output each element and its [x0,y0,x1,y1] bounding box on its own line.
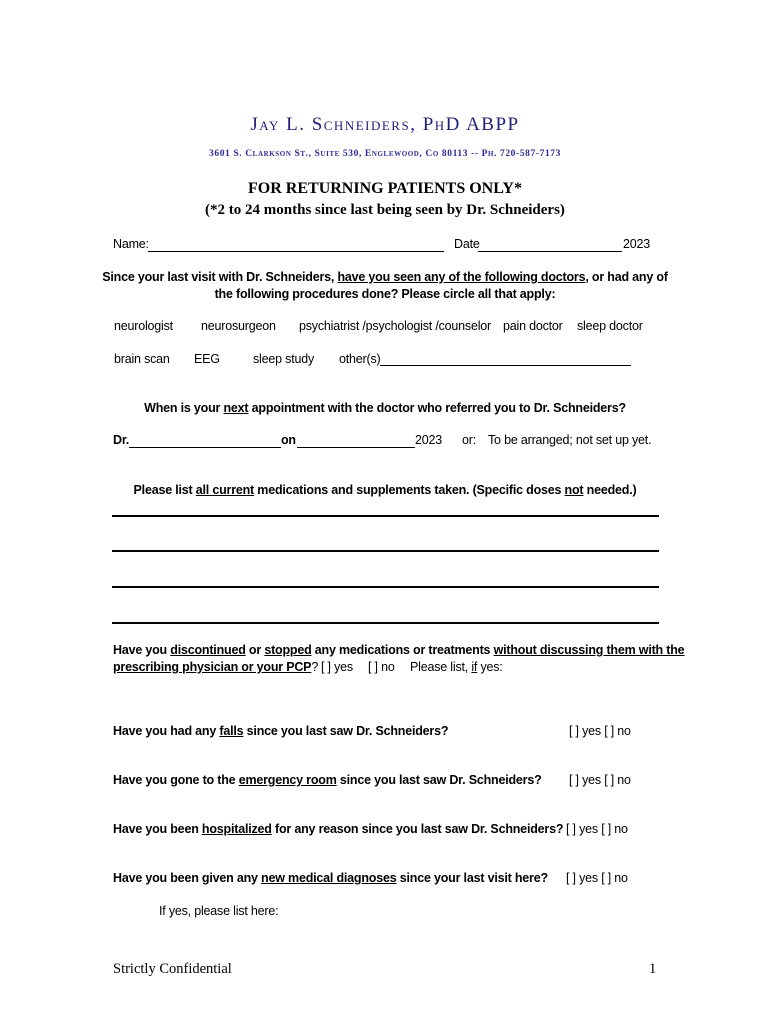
dr-label: Dr. [113,433,130,447]
option-pain-doctor[interactable]: pain doctor [503,319,563,333]
er-checkboxes[interactable]: [ ] yes [ ] no [569,773,631,787]
option-eeg[interactable]: EEG [194,352,220,366]
option-psychiatrist[interactable]: psychiatrist /psychologist /counselor [299,319,491,333]
footer-confidential: Strictly Confidential [113,961,232,977]
medications-line-1[interactable] [112,515,659,517]
on-label: on [281,433,296,447]
option-sleep-study[interactable]: sleep study [253,352,315,366]
option-neurologist[interactable]: neurologist [114,319,173,333]
to-be-arranged-option[interactable]: To be arranged; not set up yet. [488,433,652,447]
diagnoses-question: Have you been given any new medical diagnoses since your last visit here? [113,871,548,885]
falls-checkboxes[interactable]: [ ] yes [ ] no [569,724,631,738]
option-brain-scan[interactable]: brain scan [114,352,170,366]
date-year: 2023 [623,237,651,251]
medications-prompt: Please list all current medications and supplements taken. (Specific doses not needed.) [133,483,637,497]
er-question: Have you gone to the emergency room since you last saw Dr. Schneiders? [113,773,542,787]
medications-line-3[interactable] [112,586,659,588]
appointment-question: When is your next appointment with the doctor who referred you to Dr. Schneiders? [144,401,626,415]
option-neurosurgeon[interactable]: neurosurgeon [201,319,276,333]
practice-address: 3601 S. Clarkson St., Suite 530, Englewood, Co 80113 -- Ph. 720-587-7173 [209,149,561,159]
name-label: Name: [113,237,149,251]
discontinued-question-line2: prescribing physician or your PCP? [113,660,319,674]
option-sleep-doctor[interactable]: sleep doctor [577,319,643,333]
name-field[interactable] [148,251,444,252]
others-field[interactable] [380,365,631,366]
appointment-date-field[interactable] [297,447,415,448]
or-label: or: [462,433,476,447]
if-yes-prompt: If yes, please list here: [159,904,279,918]
form-title: FOR RETURNING PATIENTS ONLY* [248,180,522,197]
form-subtitle: (*2 to 24 months since last being seen by Dr. Schneiders) [205,202,565,218]
discontinued-no-checkbox[interactable]: [ ] no [368,660,395,674]
date-field[interactable] [478,251,622,252]
medications-line-4[interactable] [112,622,659,624]
date-label: Date [454,237,480,251]
diagnoses-checkboxes[interactable]: [ ] yes [ ] no [566,871,628,885]
medications-line-2[interactable] [112,550,659,552]
hospitalized-question: Have you been hospitalized for any reason since you last saw Dr. Schneiders? [113,822,564,836]
discontinued-yes-checkbox[interactable]: [ ] yes [321,660,353,674]
appointment-year: 2023 [415,433,443,447]
option-others[interactable]: other(s) [339,352,381,366]
referring-doctor-field[interactable] [129,447,281,448]
discontinued-list-prompt: Please list, if yes: [410,660,503,674]
doctor-name: Jay L. Schneiders, PhD ABPP [250,114,520,135]
discontinued-question-line1: Have you discontinued or stopped any medications or treatments without discussing them with the [113,643,685,657]
falls-question: Have you had any falls since you last saw Dr. Schneiders? [113,724,449,738]
doctors-question-line1: Since your last visit with Dr. Schneiders, have you seen any of the following doctors, or had any of [102,270,668,284]
doctors-question-line2: the following procedures done? Please circle all that apply: [214,287,556,301]
hospitalized-checkboxes[interactable]: [ ] yes [ ] no [566,822,628,836]
page-number: 1 [649,961,657,977]
